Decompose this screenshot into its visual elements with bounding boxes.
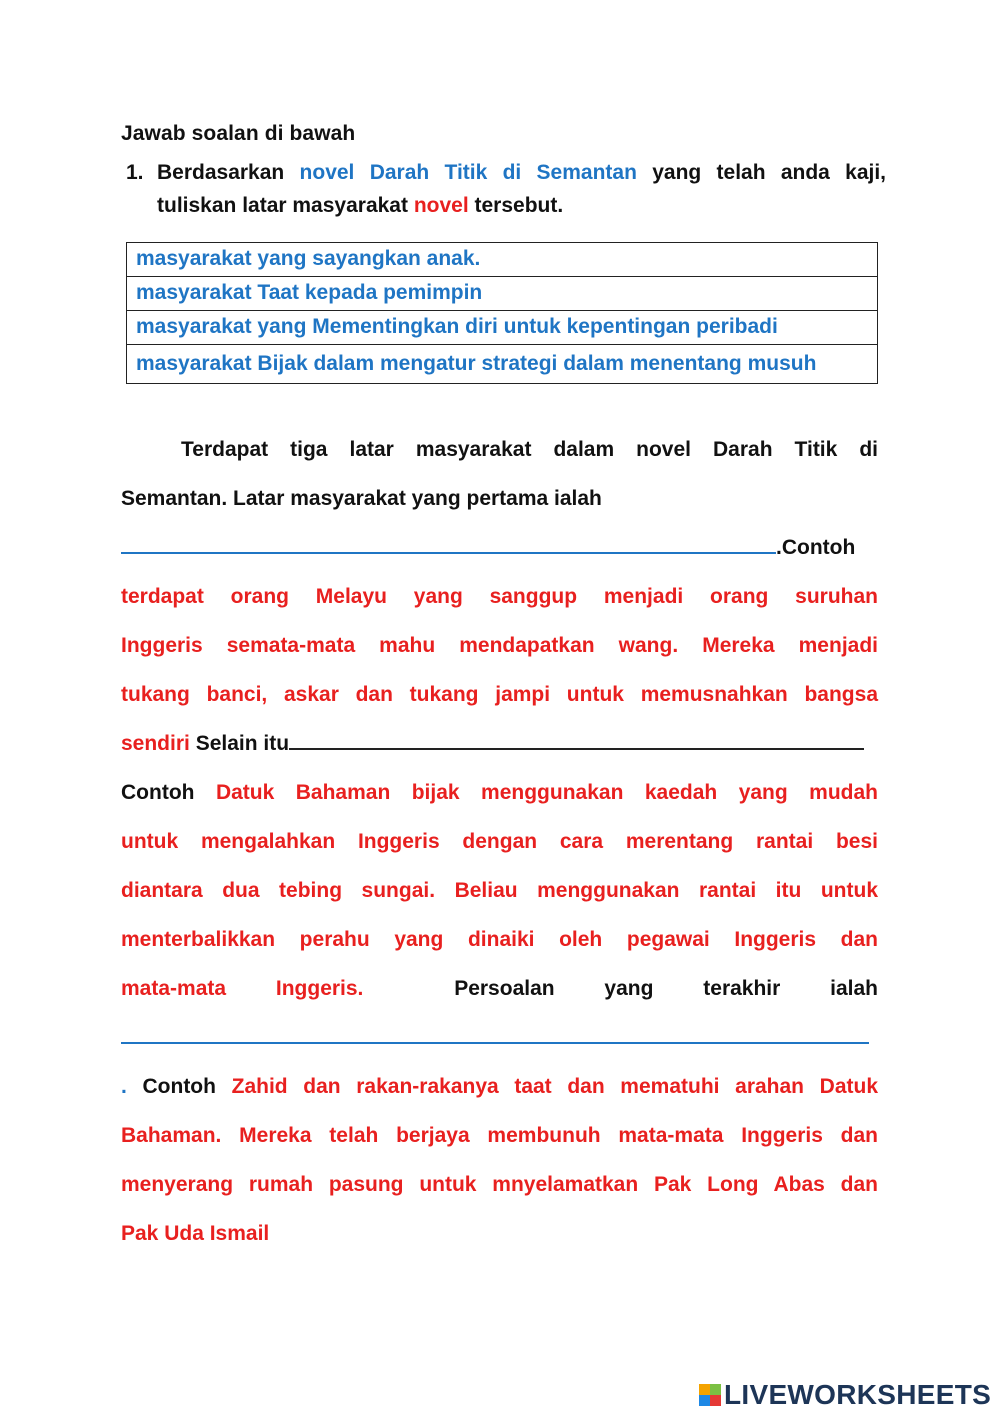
essay-line [121,1062,878,1111]
essay-text: Selain itu [189,732,290,755]
logo-square [699,1395,710,1406]
answer-option[interactable]: masyarakat Taat kepada pemimpin [127,277,878,311]
essay-line: menyerang rumah pasung untuk mnyelamatkan Pak Long Abas dan [121,1173,878,1196]
essay-line [121,964,878,1013]
essay-line: diantara dua tebing sungai. Beliau menggunakan rantai itu untuk [121,879,878,902]
essay-text-red: Zahid dan rakan-rakanya taat dan mematuhi arahan Datuk [231,1075,878,1098]
essay-text: .Contoh [776,536,856,559]
essay-line [121,768,878,817]
essay-line: Terdapat tiga latar masyarakat dalam novel Darah Titik di [181,438,878,461]
question-1 [126,156,886,222]
novel-title: novel Darah Titik di Semantan [299,161,637,184]
answer-row [127,277,878,311]
essay-text: Contoh [126,1075,232,1098]
essay-line: untuk mengalahkan Inggeris dengan cara merentang rantai besi [121,830,878,853]
essay-text-red: Datuk Bahaman bijak menggunakan kaedah yang mudah [215,781,878,804]
answer-row [127,345,878,384]
essay-text: Persoalan yang terakhir ialah [454,977,878,1000]
essay-line [121,1013,878,1062]
logo-square [710,1384,721,1395]
question-text-part: Berdasarkan [157,161,300,184]
essay-text: Contoh [121,781,216,804]
instruction-heading: Jawab soalan di bawah [121,122,356,145]
logo-icon [699,1384,721,1406]
essay-line: Semantan. Latar masyarakat yang pertama ialah [121,487,602,510]
essay-line: terdapat orang Melayu yang sanggup menjadi orang suruhan [121,585,878,608]
essay-line: Pak Uda Ismail [121,1222,270,1245]
logo-text: LIVEWORKSHEETS [724,1379,992,1410]
essay-text-red: sendiri [121,732,190,755]
question-text [157,156,886,222]
question-number: 1. [126,161,144,184]
answer-blank-3[interactable] [121,1016,869,1044]
answer-option[interactable]: masyarakat yang sayangkan anak. [127,243,878,277]
answer-row [127,311,878,345]
essay-line: tukang banci, askar dan tukang jampi untuk memusnahkan bangsa [121,683,878,706]
essay-line [121,719,878,768]
answer-blank-2[interactable] [289,722,864,750]
answer-option[interactable]: masyarakat Bijak dalam mengatur strategi dalam menentang musuh [127,345,878,384]
question-keyword: novel [413,194,469,217]
answer-blank-1[interactable] [121,526,776,554]
essay-text-blue: . [121,1075,127,1098]
logo-square [710,1395,721,1406]
answer-option[interactable]: masyarakat yang Mementingkan diri untuk kepentingan peribadi [127,311,878,345]
essay-paragraph [121,425,878,1258]
question-text-part: tersebut. [468,194,564,217]
answer-options-table [126,242,878,384]
logo-square [699,1384,710,1395]
essay-text-red: mata-mata Inggeris. [121,977,364,1000]
question-text-part: yang telah anda kaji, tuliskan latar masyarakat [157,161,887,217]
liveworksheets-logo [699,1378,991,1412]
essay-line: Inggeris semata-mata mahu mendapatkan wang. Mereka menjadi [121,634,878,657]
answer-row [127,243,878,277]
essay-line: menterbalikkan perahu yang dinaiki oleh pegawai Inggeris dan [121,928,878,951]
essay-line: Bahaman. Mereka telah berjaya membunuh mata-mata Inggeris dan [121,1124,878,1147]
essay-line [121,523,878,572]
